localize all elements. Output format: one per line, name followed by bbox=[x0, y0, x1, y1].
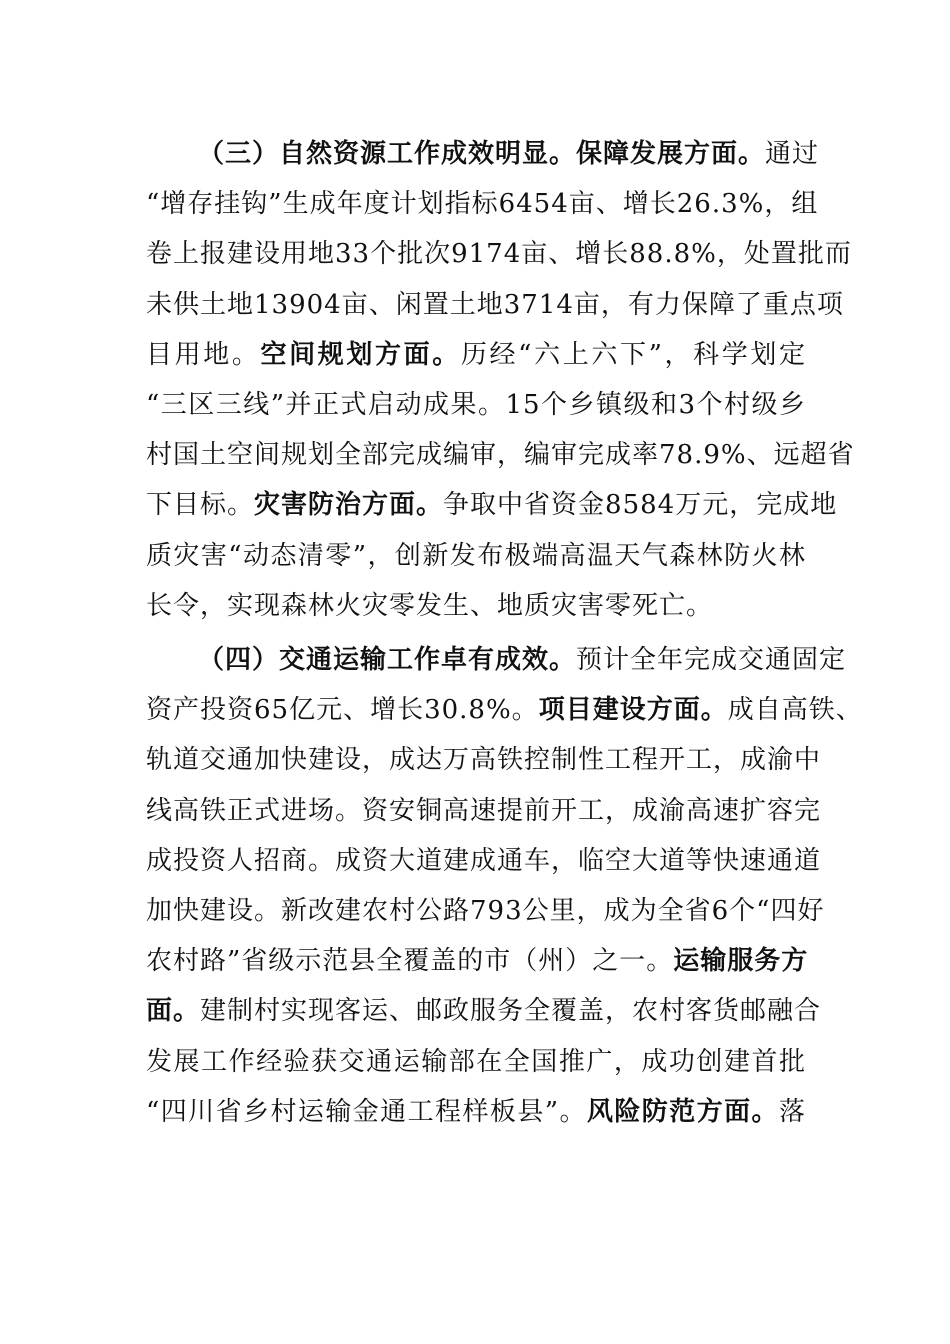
text-line bbox=[146, 740, 822, 780]
text-run: 卷上报建设用地33个批次9174亩、增长88.8%，处置批而 bbox=[146, 239, 852, 270]
text-line bbox=[146, 586, 806, 626]
text-run: 线高铁正式进场。资安铜高速提前开工，成渝高速扩容完 bbox=[146, 795, 822, 826]
text-run: 村国土空间规划全部完成编审，编审完成率78.9%、远超省 bbox=[146, 440, 855, 471]
text-run: 质灾害“动态清零”，创新发布极端高温天气森林防火林 bbox=[146, 540, 806, 571]
text-line bbox=[146, 1092, 806, 1132]
text-run: 轨道交通加快建设，成达万高铁控制性工程开工，成渝中 bbox=[146, 745, 822, 776]
text-line bbox=[146, 991, 822, 1031]
bold-heading-run: 风险防范方面。 bbox=[586, 1096, 779, 1127]
text-run: 历经“六上六下”，科学划定 bbox=[460, 339, 806, 370]
text-line bbox=[146, 184, 819, 224]
text-run: 争取中省资金8584万元，完成地 bbox=[443, 490, 838, 521]
text-line bbox=[198, 640, 847, 680]
text-line bbox=[146, 435, 855, 475]
text-run: 下目标。 bbox=[146, 490, 255, 521]
text-run: 加快建设。新改建农村公路793公里，成为全省6个“四好 bbox=[146, 896, 825, 926]
text-line bbox=[146, 791, 822, 831]
text-run: 成自高铁、 bbox=[727, 695, 863, 726]
text-run: 落 bbox=[778, 1096, 806, 1127]
bold-heading-run: 空间规划方面。 bbox=[260, 339, 461, 370]
text-line bbox=[146, 385, 806, 425]
bold-heading-run: （三）自然资源工作成效明显。保障发展方面。 bbox=[198, 139, 766, 169]
text-run: “四川省乡村运输金通工程样板县”。 bbox=[146, 1096, 587, 1127]
text-line bbox=[146, 234, 852, 274]
text-run: 目用地。 bbox=[146, 339, 261, 370]
bold-heading-run: 灾害防治方面。 bbox=[254, 490, 444, 521]
text-line bbox=[146, 536, 806, 576]
bold-heading-run: 面。 bbox=[146, 996, 201, 1027]
text-run: 通过 bbox=[765, 139, 820, 169]
text-line bbox=[146, 285, 844, 325]
bold-heading-run: （四）交通运输工作卓有成效。 bbox=[198, 645, 577, 675]
text-line bbox=[146, 335, 806, 375]
text-run: “三区三线”并正式启动成果。15个乡镇级和3个村级乡 bbox=[146, 390, 806, 420]
text-line bbox=[146, 841, 822, 881]
text-line bbox=[146, 941, 809, 981]
text-line bbox=[198, 134, 820, 174]
text-line bbox=[146, 485, 838, 525]
text-line bbox=[146, 891, 825, 931]
text-line bbox=[146, 1042, 806, 1082]
text-line bbox=[146, 690, 863, 730]
bold-heading-run: 运输服务方 bbox=[673, 946, 809, 977]
text-run: 长令，实现森林火灾零发生、地质灾害零死亡。 bbox=[146, 590, 714, 621]
bold-heading-run: 项目建设方面。 bbox=[538, 695, 728, 726]
text-run: 建制村实现客运、邮政服务全覆盖，农村客货邮融合 bbox=[200, 996, 822, 1027]
text-run: 预计全年完成交通固定 bbox=[576, 645, 847, 675]
text-run: “增存挂钩”生成年度计划指标6454亩、增长26.3%，组 bbox=[146, 189, 819, 220]
text-run: 未供土地13904亩、闲置土地3714亩，有力保障了重点项 bbox=[146, 289, 844, 320]
text-run: 资产投资65亿元、增长30.8%。 bbox=[146, 695, 539, 726]
text-run: 成投资人招商。成资大道建成通车，临空大道等快速通道 bbox=[146, 845, 822, 876]
text-run: 发展工作经验获交通运输部在全国推广，成功创建首批 bbox=[146, 1046, 806, 1077]
text-run: 农村路”省级示范县全覆盖的市（州）之一。 bbox=[146, 946, 674, 977]
